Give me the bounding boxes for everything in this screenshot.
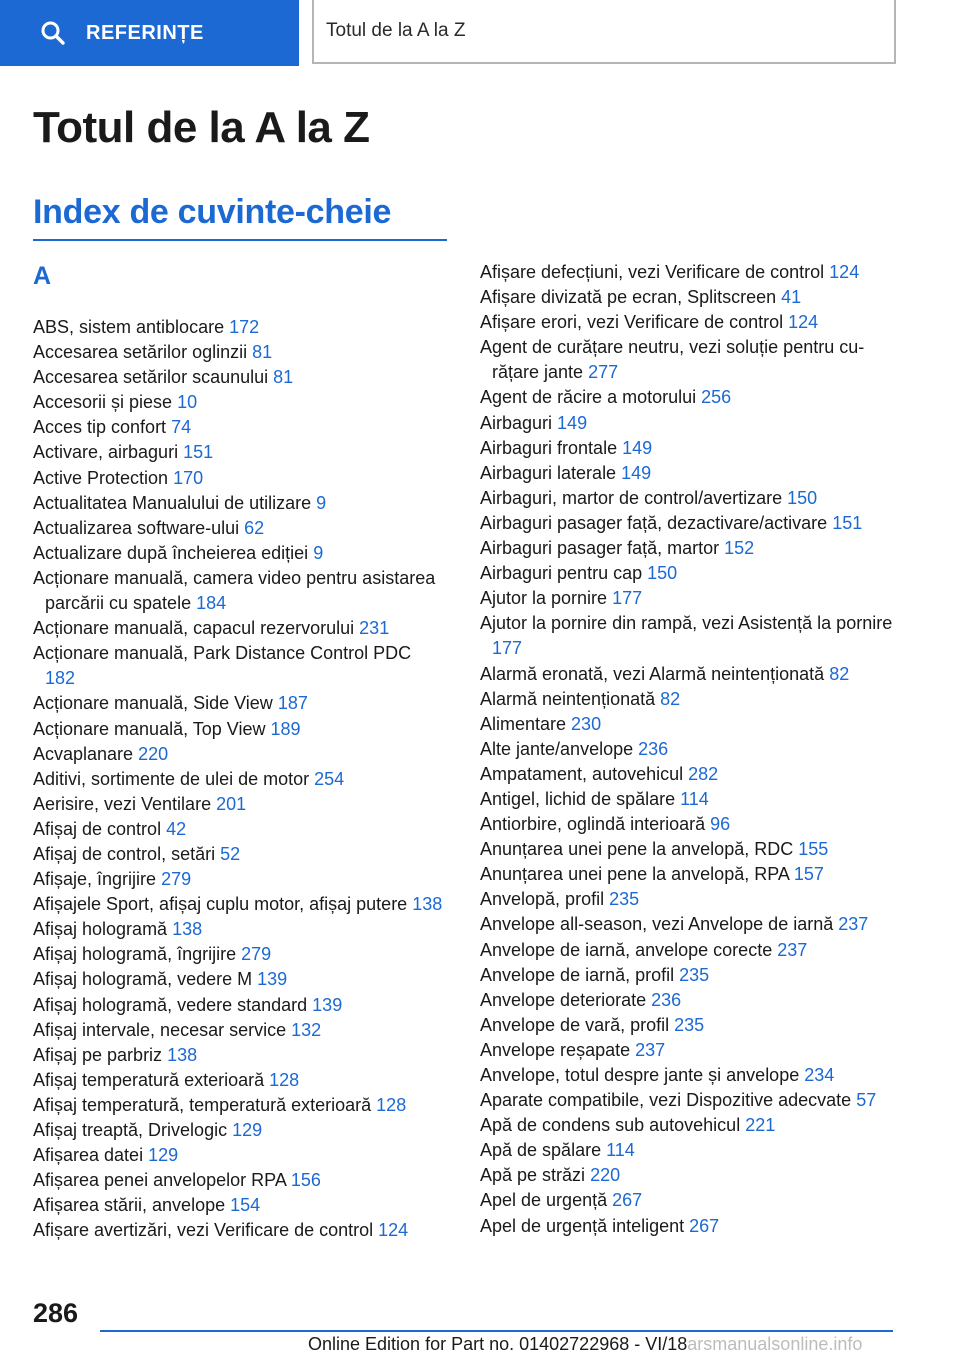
index-entry-text: Afișaj temperatură, temperatură exterioară [33,1094,377,1115]
index-entry [480,385,900,410]
index-entry [33,917,443,942]
index-entry-text: Afișaj hologramă [33,919,173,940]
index-entry-text: Afișarea datei [33,1145,149,1166]
index-entry-text: Activare, airbaguri [33,442,184,463]
index-entry [33,616,443,641]
index-entry-text: Acționare manuală, capacul rezervorului [33,618,360,639]
index-entry [33,466,443,491]
index-entry-text: Aerisire, vezi Ventilare [33,793,217,814]
page-reference-link[interactable]: 149 [557,412,588,433]
index-entry [33,1168,443,1193]
page-reference-link[interactable]: 128 [269,1069,300,1090]
index-entry-text: Antiorbire, oglindă interioară [480,814,711,835]
page-reference-link[interactable]: 277 [588,362,619,383]
index-entry [480,335,900,385]
index-entry-text: Actualizarea software-ului [33,517,245,538]
index-entry-text: Apă pe străzi [480,1165,591,1186]
index-entry-text: Alarmă eronată, vezi Alarmă neintenționată [480,663,830,684]
index-entry [480,1088,900,1113]
index-entry [33,1043,443,1068]
page-title: Totul de la A la Z [33,103,370,152]
index-entry [480,1163,900,1188]
page-reference-link[interactable]: 237 [635,1039,666,1060]
index-entry [480,536,900,561]
page-reference-link[interactable]: 9 [316,492,327,513]
index-entry-text: Apă de spălare [480,1140,607,1161]
index-entry [480,1188,900,1213]
index-entry-text: Accesarea setărilor oglinzii [33,342,253,363]
index-entry-text: Anvelope de vară, profil [480,1014,675,1035]
page-reference-link[interactable]: 187 [277,693,308,714]
watermark: arsmanualsonline.info [687,1334,863,1354]
page-reference-link[interactable]: 82 [829,663,850,684]
index-entry [33,867,443,892]
index-entry [33,1143,443,1168]
index-entry-text: Actualitatea Manualului de utilizare [33,492,317,513]
index-entry-text: Afișaj de control, setări [33,843,221,864]
top-navigation-bar [0,0,960,66]
index-entry-text: Afișarea penei anvelopelor RPA [33,1170,291,1191]
index-entry [33,365,443,390]
page-reference-link[interactable]: 267 [689,1215,720,1236]
index-entry [33,767,443,792]
index-entry-text: Aditivi, sortimente de ulei de motor [33,768,315,789]
index-entry [480,1063,900,1088]
index-entry [480,486,900,511]
page-reference-link[interactable]: 156 [290,1170,321,1191]
page-reference-link[interactable]: 149 [622,437,653,458]
index-entry [33,440,443,465]
index-entry-text: Airbaguri pentru cap [480,563,648,584]
page-reference-link[interactable]: 237 [777,939,808,960]
index-entry-text: Airbaguri laterale [480,462,622,483]
index-entry-text: Anvelope all-season, vezi Anvelope de iarnă [480,914,839,935]
index-entry [480,837,900,862]
index-entry [33,415,443,440]
index-entry-text: Afișaj hologramă, vedere standard [33,994,313,1015]
page-reference-link[interactable]: 42 [166,818,187,839]
index-entry [480,912,900,937]
page-reference-link[interactable]: 235 [674,1014,705,1035]
index-entry [480,1214,900,1239]
references-label: REFERINȚE [86,21,204,44]
index-entry [33,1193,443,1218]
page-reference-link[interactable]: 139 [312,994,343,1015]
index-entry [480,436,900,461]
index-entry-text: Afișare divizată pe ecran, Splitscreen [480,287,782,308]
index-entry [33,1118,443,1143]
index-entry-text: Agent de curățare neutru, vezi soluție pentru curățare jante [480,337,865,383]
index-entry [480,586,900,611]
page-reference-link[interactable]: 96 [710,814,731,835]
index-entry-text: Apel de urgență inteligent [480,1215,690,1236]
page-reference-link[interactable]: 234 [804,1065,835,1085]
page-reference-link[interactable]: 236 [638,738,669,759]
page-reference-link[interactable]: 236 [651,989,682,1010]
index-entry [480,887,900,912]
index-entry [480,511,900,536]
index-entry-text: Aparate compatibile, vezi Dispozitive adecvate [480,1090,857,1111]
index-entry [33,967,443,992]
index-entry-text: Airbaguri pasager față, martor [480,538,725,559]
index-entry [33,516,443,541]
index-entry [33,340,443,365]
index-entry-text: Afișarea stării, anvelope [33,1195,231,1216]
page-reference-link[interactable]: 182 [45,668,76,689]
index-entry-text: Afișajele Sport, afișaj cuplu motor, afișaj putere [33,894,413,915]
index-entry [480,1013,900,1038]
page-reference-link[interactable]: 10 [177,392,198,413]
index-entry [480,988,900,1013]
page-reference-link[interactable]: 151 [183,442,214,463]
index-entry-text: Afișare erori, vezi Verificare de control [480,312,789,333]
index-entry-text: Acționare manuală, Side View [33,693,278,714]
page-reference-link[interactable]: 152 [724,538,755,559]
index-entry-text: Anunțarea unei pene la anvelopă, RPA [480,864,794,885]
index-entry-text: Active Protection [33,467,174,488]
index-entry [480,611,900,661]
page-reference-link[interactable]: 220 [590,1165,621,1186]
breadcrumb-label: Totul de la A la Z [326,20,466,41]
page-reference-link[interactable]: 62 [244,517,265,538]
index-entry-text: Acvaplanare [33,743,139,764]
page-reference-link[interactable]: 124 [788,312,819,333]
page-reference-link[interactable]: 81 [273,367,294,388]
index-entry-text: Accesarea setărilor scaunului [33,367,274,388]
index-entry [33,1068,443,1093]
index-entry [33,742,443,767]
index-entry [33,1018,443,1043]
index-column-left [33,315,443,1243]
index-entry-text: Anvelope de iarnă, anvelope corecte [480,939,778,960]
index-entry [480,963,900,988]
page-reference-link[interactable]: 177 [492,638,523,659]
index-entry [480,662,900,687]
index-entry-text: Alarmă neintenționată [480,688,661,709]
section-divider [33,239,447,241]
index-entry-text: Ajutor la pornire din rampă, vezi Asistență la pornire [480,613,893,634]
index-entry-text: Afișaj hologramă, vedere M [33,969,258,990]
page-reference-link[interactable]: 237 [838,914,869,935]
index-entry-text: Apel de urgență [480,1190,613,1211]
page-reference-link[interactable]: 235 [679,964,710,985]
page-reference-link[interactable]: 41 [781,287,802,308]
section-title: Index de cuvinte-cheie [33,193,392,231]
index-entry [480,561,900,586]
index-entry-text: Agent de răcire a motorului [480,387,702,408]
index-entry-text: Afișaj de control [33,818,167,839]
index-entry-text: Antigel, lichid de spălare [480,788,681,809]
index-entry [480,737,900,762]
page-reference-link[interactable]: 138 [167,1044,198,1065]
page-reference-link[interactable]: 150 [647,563,678,584]
index-entry-text: Afișaj hologramă, îngrijire [33,944,242,965]
index-entry [33,390,443,415]
breadcrumb[interactable] [312,0,896,64]
index-entry-text: Actualizare după încheierea ediției [33,542,314,563]
index-entry-text: Anvelopă, profil [480,889,610,910]
page-reference-link[interactable]: 256 [701,387,732,408]
page-reference-link[interactable]: 189 [270,718,301,739]
references-button[interactable] [0,0,299,66]
page-reference-link[interactable]: 129 [232,1120,263,1140]
index-entry-text: Afișaj pe parbriz [33,1044,168,1065]
page-reference-link[interactable]: 221 [745,1115,776,1136]
page-reference-link[interactable]: 124 [829,262,860,282]
search-icon [40,20,66,46]
index-entry [480,862,900,887]
index-entry-text: ABS, sistem antiblocare [33,317,230,337]
page-reference-link[interactable]: 279 [161,869,192,890]
page-reference-link[interactable]: 279 [241,944,272,965]
index-entry-text: Airbaguri [480,412,558,433]
page-reference-link[interactable]: 177 [612,588,643,609]
page-reference-link[interactable]: 132 [291,1019,322,1040]
index-entry [480,687,900,712]
page-reference-link[interactable]: 81 [252,342,273,363]
index-entry [33,1093,443,1118]
page-reference-link[interactable]: 128 [376,1094,407,1115]
index-entry [33,817,443,842]
page-reference-link[interactable]: 124 [378,1220,409,1241]
index-entry-text: Acționare manuală, Park Distance Control PDC [33,643,412,664]
index-entry-text: Anunțarea unei pene la anvelopă, RDC [480,839,799,860]
edition-text: Online Edition for Part no. 01402722968 - VI/18 [308,1334,688,1354]
index-entry-text: Afișare avertizări, vezi Verificare de control [33,1220,379,1241]
index-column-right [480,260,900,1239]
page-reference-link[interactable]: 230 [571,713,602,734]
page-reference-link[interactable]: 52 [220,843,241,864]
index-entry-text: Accesorii și piese [33,392,178,413]
page-reference-link[interactable]: 82 [660,688,681,709]
page-reference-link[interactable]: 154 [230,1195,261,1216]
index-entry [480,411,900,436]
index-entry-text: Afișaj temperatură exterioară [33,1069,270,1090]
page-reference-link[interactable]: 151 [832,512,863,533]
index-entry-text: Airbaguri pasager față, dezactivare/activare [480,512,833,533]
page-reference-link[interactable]: 57 [856,1090,877,1111]
index-entry [33,892,443,917]
index-entry-text: Anvelope de iarnă, profil [480,964,680,985]
index-entry-text: Apă de condens sub autovehicul [480,1115,746,1136]
index-entry-text: Acces tip confort [33,417,172,438]
index-entry [33,842,443,867]
page-reference-link[interactable]: 267 [612,1190,643,1211]
index-entry-text: Airbaguri frontale [480,437,623,458]
index-entry-text: Afișaje, îngrijire [33,869,162,890]
page-reference-link[interactable]: 172 [229,317,260,337]
index-entry [480,762,900,787]
index-entry [33,942,443,967]
index-entry [33,792,443,817]
index-entry-text: Afișaj treaptă, Drivelogic [33,1120,233,1140]
page-reference-link[interactable]: 170 [173,467,204,488]
page-reference-link[interactable]: 235 [609,889,640,910]
page-reference-link[interactable]: 114 [680,788,709,809]
index-entry [480,310,900,335]
index-entry-text: Anvelope, totul despre jante și anvelope [480,1065,805,1085]
index-entry-text: Acționare manuală, Top View [33,718,271,739]
index-entry [33,566,443,616]
index-entry [480,812,900,837]
page-reference-link[interactable]: 138 [412,894,443,915]
index-entry-text: Afișaj intervale, necesar service [33,1019,292,1040]
index-entry [480,260,900,285]
index-entry [480,1138,900,1163]
page-reference-link[interactable]: 149 [621,462,652,483]
index-entry [33,641,443,691]
index-entry [480,1113,900,1138]
index-entry [33,1218,443,1243]
page-reference-link[interactable]: 9 [313,542,324,563]
index-entry [480,712,900,737]
index-entry-text: Ajutor la pornire [480,588,613,609]
index-letter-heading: A [33,262,52,290]
page-reference-link[interactable]: 157 [793,864,824,885]
footer-divider [100,1330,893,1332]
index-entry [480,787,900,812]
index-entry [33,993,443,1018]
index-entry [33,691,443,716]
index-entry-text: Acționare manuală, camera video pentru asistarea parcării cu spatele [33,567,436,614]
index-entry [480,1038,900,1063]
page-reference-link[interactable]: 220 [138,743,169,764]
index-entry [33,491,443,516]
page-reference-link[interactable]: 139 [257,969,288,990]
page-reference-link[interactable]: 114 [606,1140,635,1161]
page-reference-link[interactable]: 282 [688,763,719,784]
page-reference-link[interactable]: 129 [148,1145,179,1166]
index-entry [480,285,900,310]
page-reference-link[interactable]: 231 [359,618,390,639]
index-entry [33,541,443,566]
index-entry-text: Airbaguri, martor de control/avertizare [480,487,788,508]
page-reference-link[interactable]: 201 [216,793,247,814]
index-entry [480,938,900,963]
page-reference-link[interactable]: 155 [798,839,829,860]
index-entry-text: Ampatament, autovehicul [480,763,689,784]
page-reference-link[interactable]: 74 [171,417,192,438]
page-number: 286 [33,1298,79,1328]
page-reference-link[interactable]: 184 [196,593,227,614]
index-entry-text: Afișare defecțiuni, vezi Verificare de control [480,262,830,282]
index-entry-text: Anvelope reșapate [480,1039,636,1060]
page-reference-link[interactable]: 150 [787,487,818,508]
page-reference-link[interactable]: 254 [314,768,345,789]
page-reference-link[interactable]: 138 [172,919,203,940]
index-entry-text: Anvelope deteriorate [480,989,652,1010]
index-entry [33,717,443,742]
index-entry-text: Alte jante/anvelope [480,738,639,759]
footer-text [308,1334,862,1355]
index-entry-text: Alimentare [480,713,572,734]
index-entry [480,461,900,486]
index-entry [33,315,443,340]
